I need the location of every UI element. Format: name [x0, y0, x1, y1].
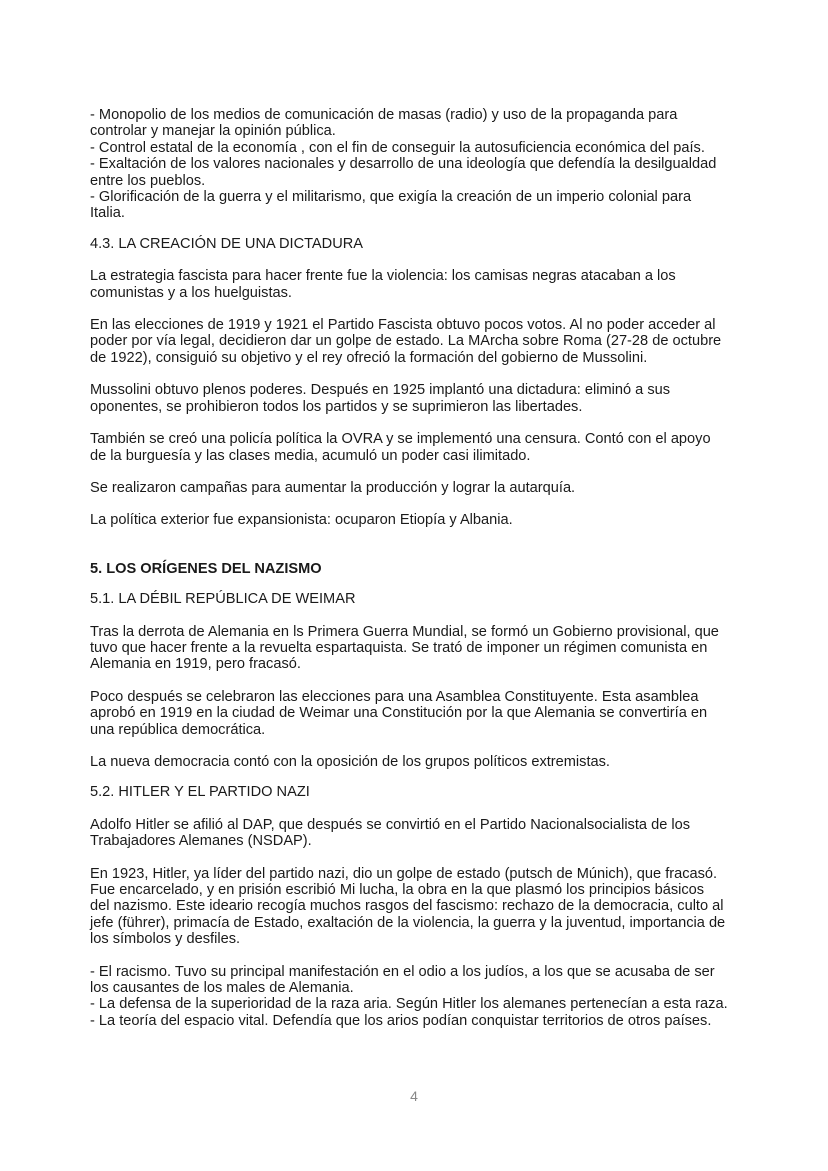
italy-features-list	[90, 107, 748, 222]
paragraph: Adolfo Hitler se afilió al DAP, que después se convirtió en el Partido Nacionalsocialista de los Trabajadores Alemanes (NSDAP).	[90, 816, 691, 850]
list-line: - El racismo. Tuvo su principal manifestación en el odio a los judíos, a los que se acusaba de ser	[90, 963, 715, 980]
paragraph: En las elecciones de 1919 y 1921 el Partido Fascista obtuvo pocos votos. Al no poder acceder al poder por vía legal, decidieron dar un golpe de estado. La MArcha sobre Roma (27-28 de octubre de 1922), consiguió su objetivo y el rey ofreció la formación del gobierno de Mussolini.	[90, 317, 722, 366]
list-line: - Exaltación de los valores nacionales y desarrollo de una ideología que defendía la desilgualdad	[90, 156, 717, 173]
list-line: - La defensa de la superioridad de la raza aria. Según Hitler los alemanes pertenecían a esta raza.	[90, 996, 728, 1013]
list-line: entre los pueblos.	[90, 172, 206, 189]
list-line: - La teoría del espacio vital. Defendía que los arios podían conquistar territorios de otros países.	[90, 1012, 712, 1029]
list-line: - Monopolio de los medios de comunicación de masas (radio) y uso de la propaganda para	[90, 107, 678, 123]
paragraph: También se creó una policía política la OVRA y se implementó una censura. Contó con el apoyo de la burguesía y las clases media, acumuló un poder casi ilimitado.	[90, 431, 711, 464]
list-line: controlar y manejar la opinión pública.	[90, 123, 336, 140]
paragraph: La estrategia fascista para hacer frente fue la violencia: los camisas negras atacaban a los comunistas y a los huelguistas.	[90, 268, 676, 301]
paragraph: Tras la derrota de Alemania en ls Primera Guerra Mundial, se formó un Gobierno provisional, que tuvo que hacer frente a la revuelta espartaquista. Se trató de imponer un régimen comunista en Alemania en 1919, pero fracasó.	[90, 623, 719, 673]
section-4-3-heading: 4.3. LA CREACIÓN DE UNA DICTADURA	[90, 235, 364, 252]
paragraph: La nueva democracia contó con la oposición de los grupos políticos extremistas.	[90, 753, 610, 770]
page-number: 4	[410, 1088, 418, 1104]
section-5-2-heading: 5.2. HITLER Y EL PARTIDO NAZI	[90, 784, 310, 801]
section-5-1-heading: 5.1. LA DÉBIL REPÚBLICA DE WEIMAR	[90, 591, 356, 608]
list-line: los causantes de los males de Alemania.	[90, 980, 354, 997]
nazi-ideology-list	[90, 964, 748, 1030]
paragraph: Se realizaron campañas para aumentar la producción y lograr la autarquía.	[90, 479, 576, 496]
paragraph: Poco después se celebraron las elecciones para una Asamblea Constituyente. Esta asamblea aprobó en 1919 en la ciudad de Weimar una Constitución por la que Alemania se convertiría en una república democrática.	[90, 688, 708, 738]
paragraph: La política exterior fue expansionista: ocuparon Etiopía y Albania.	[90, 512, 513, 529]
paragraph: En 1923, Hitler, ya líder del partido nazi, dio un golpe de estado (putsch de Múnich), que fracasó. Fue encarcelado, y en prisión escribió Mi lucha, la obra en la que plasmó los principios básicos del nazismo. Este ideario recogía muchos rasgos del fascismo: rechazo de la democracia, culto al jefe (führer), primacía de Estado, exaltación de la violencia, la guerra y la juventud, importancia de los símbolos y desfiles.	[90, 865, 726, 948]
list-line: - Glorificación de la guerra y el militarismo, que exigía la creación de un imperio colonial para	[90, 189, 692, 206]
list-line: Italia.	[90, 205, 125, 222]
paragraph: Mussolini obtuvo plenos poderes. Después en 1925 implantó una dictadura: eliminó a sus oponentes, se prohibieron todos los partidos y se suprimieron las libertades.	[90, 382, 671, 415]
section-5-heading: 5. LOS ORÍGENES DEL NAZISMO	[90, 560, 322, 577]
list-line: - Control estatal de la economía , con el fin de conseguir la autosuficiencia económica del país.	[90, 139, 705, 156]
